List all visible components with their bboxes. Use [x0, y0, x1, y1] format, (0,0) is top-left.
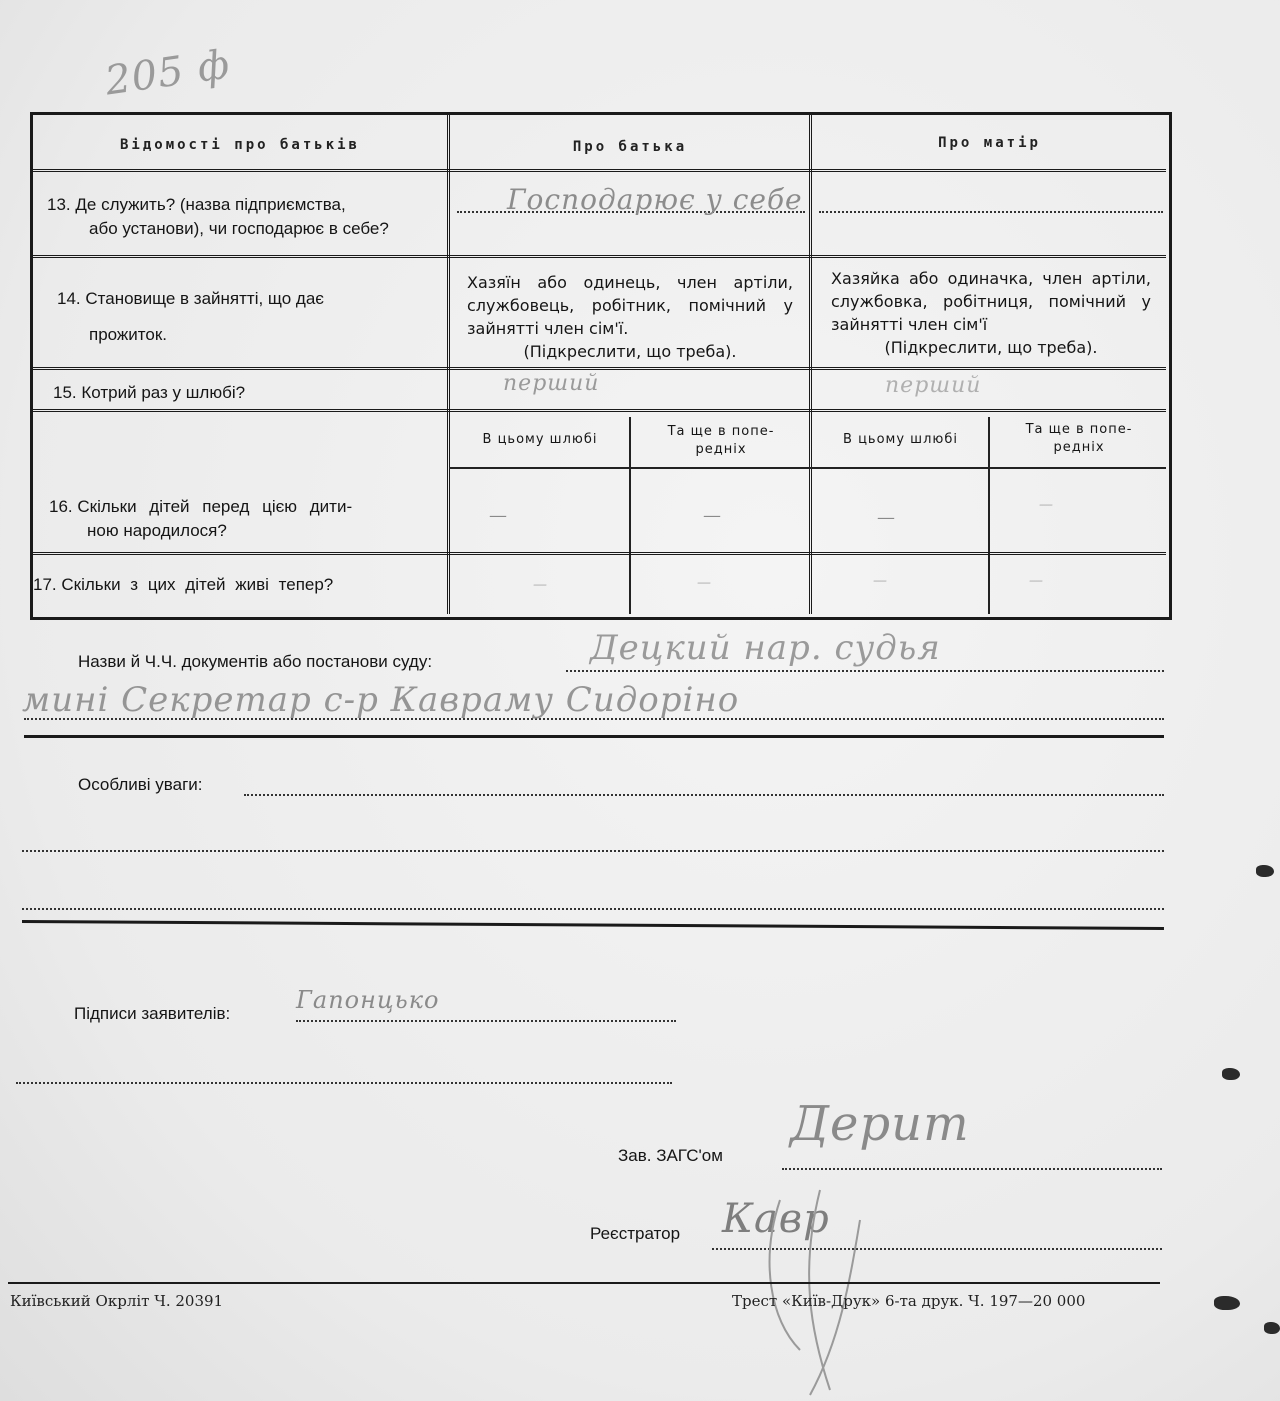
row-divider-14	[33, 367, 1166, 370]
subheader-mother-previous	[992, 421, 1166, 457]
row-13-text-2: або установи), чи господарює в себе?	[89, 219, 389, 238]
remarks-line-1[interactable]	[244, 794, 1164, 796]
documents-handwritten-2: мині Секретар с-р Кавраму Сидоріно	[22, 680, 740, 720]
paper-damage-spot	[1222, 1068, 1240, 1080]
row-13-number: 13.	[47, 195, 71, 214]
applicants-signature-label: Підписи заявителів:	[74, 1004, 231, 1023]
header-info: Відомості про батьків	[119, 137, 360, 153]
subheader-father-previous	[633, 423, 809, 459]
row-17-mother-prev: —	[1029, 573, 1044, 589]
row-16-father-prev: —	[703, 505, 722, 526]
row-16-text-1: Скільки дітей перед цією дити-	[77, 497, 353, 516]
row-13-father-answer: Господарює у себе	[507, 183, 803, 216]
remarks-line-2[interactable]	[22, 850, 1164, 852]
documents-handwritten-1: Децкий нар. судья	[590, 628, 941, 668]
row-16-number: 16.	[49, 497, 73, 516]
registrar-label: Реєстратор	[590, 1224, 681, 1243]
row-17-father-this: —	[533, 577, 548, 593]
row-divider-16	[33, 552, 1166, 555]
applicants-signature-line-2[interactable]	[16, 1082, 672, 1084]
row-16-mother-prev: —	[1039, 497, 1054, 513]
row-17-text: Скільки з цих дітей живі тепер?	[61, 575, 334, 594]
header-mother: Про матір	[938, 135, 1041, 151]
footer-printer-right: Трест «Київ-Друк» 6-та друк. Ч. 197—20 000	[732, 1292, 1086, 1310]
row-15-text: Котрий раз у шлюбі?	[81, 383, 246, 402]
row-16-question	[49, 495, 441, 543]
paper-damage-spot	[1256, 865, 1274, 877]
row-15-number: 15.	[53, 383, 77, 402]
row-17-father-prev: —	[697, 575, 712, 591]
documents-section-rule	[24, 735, 1164, 738]
row-14-question	[57, 287, 437, 347]
subheader-mother-previous-1: Та ще в попе-	[1025, 422, 1133, 437]
subcol-divider-mother	[988, 417, 990, 614]
row-divider-header	[33, 169, 1166, 172]
remarks-section-rule	[22, 920, 1164, 930]
row-13-text-1: Де служить? (назва підприємства,	[75, 195, 346, 214]
footer-rule	[8, 1282, 1160, 1284]
applicants-signature-line-1[interactable]	[296, 1020, 676, 1022]
archive-number: 205 ф	[102, 41, 233, 105]
row-14-mother-options	[831, 267, 1151, 359]
col-divider-2	[809, 115, 812, 614]
row-17-number: 17.	[33, 575, 57, 594]
mother-options-text: Хазяйка або одиначка, член артіли, службовка, робітниця, помічний у зайнятті член сім'ї	[831, 269, 1151, 334]
registrar-signature: Кавр	[722, 1196, 830, 1242]
paper-damage-spot	[1214, 1296, 1240, 1310]
paper-damage-spot	[1264, 1322, 1280, 1334]
parents-info-table	[30, 112, 1172, 620]
row-17-mother-this: —	[873, 573, 888, 589]
applicants-signature: Гапонцько	[296, 986, 440, 1014]
head-signature-line[interactable]	[782, 1168, 1162, 1170]
row-14-text-1: Становище в зайнятті, що дає	[85, 289, 324, 308]
head-signature: Дерит	[790, 1096, 970, 1152]
row-13-question	[47, 193, 447, 241]
row-15-father-answer: перший	[503, 371, 600, 396]
header-father: Про батька	[572, 139, 688, 155]
row-14-father-options	[467, 271, 793, 363]
subheader-mother-previous-2: редніх	[1053, 440, 1105, 455]
mother-options-note: (Підкреслити, що треба).	[884, 338, 1098, 357]
row-15-mother-answer: перший	[885, 373, 982, 398]
row-14-text-2: прожиток.	[89, 325, 168, 344]
father-options-note: (Підкреслити, що треба).	[523, 342, 737, 361]
documents-line-1	[566, 670, 1164, 672]
row-13-mother-line	[819, 211, 1163, 213]
subheader-father-this-marriage: В цьому шлюбі	[482, 432, 598, 447]
row-divider-13	[33, 255, 1166, 258]
row-16-father-this: —	[489, 505, 508, 526]
subcol-divider-father	[629, 417, 631, 614]
row-16-mother-this: —	[877, 507, 896, 528]
row-divider-15	[33, 409, 1166, 412]
remarks-label: Особливі уваги:	[78, 775, 203, 794]
head-label: Зав. ЗАГС'ом	[618, 1146, 723, 1165]
row-15-question	[53, 381, 443, 405]
subheader-father-previous-2: редніх	[695, 442, 747, 457]
remarks-line-3[interactable]	[22, 908, 1164, 910]
row-17-question	[33, 573, 443, 597]
row-14-number: 14.	[57, 289, 81, 308]
col-divider-1	[447, 115, 450, 614]
subheader-mother-this-marriage: В цьому шлюбі	[843, 432, 958, 447]
subheader-father-previous-1: Та ще в попе-	[667, 424, 775, 439]
row-16-text-2: ною народилося?	[87, 521, 227, 540]
row-divider-subheader	[449, 467, 1166, 469]
footer-printer-left: Київський Окрліт Ч. 20391	[10, 1292, 224, 1310]
documents-label: Назви й Ч.Ч. документів або постанови суду:	[78, 652, 433, 671]
signature-flourish	[740, 1180, 880, 1400]
father-options-text: Хазяїн або одинець, член артіли, службовець, робітник, помічний у зайнятті член сім'ї.	[467, 273, 793, 338]
